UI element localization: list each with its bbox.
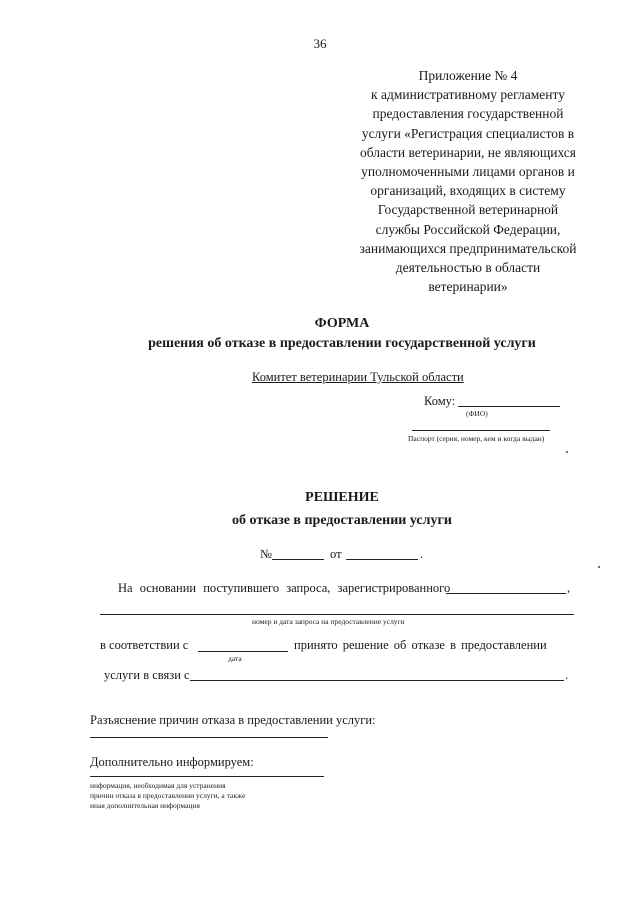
to-label: Кому:	[424, 394, 456, 408]
clarification-label: Разъяснение причин отказа в предоставлении услуги:	[90, 713, 376, 727]
appendix-line: Приложение № 4	[418, 68, 518, 83]
passport-hint: Паспорт (серия, номер, кем и когда выдан)	[408, 434, 545, 443]
page-number: 36	[313, 36, 327, 51]
additional-label: Дополнительно информируем:	[90, 755, 254, 769]
from-label: от	[330, 547, 342, 561]
appendix-line: Государственной ветеринарной	[377, 202, 559, 218]
basis-text: На основании поступившего запроса, зарегистрированного	[118, 581, 451, 595]
comma: ,	[567, 581, 571, 595]
registration-field[interactable]	[446, 593, 566, 594]
passport-field[interactable]	[412, 430, 550, 431]
additional-hint-line: причин отказа в предоставлении услуги, а также	[90, 791, 246, 800]
appendix-line: службы Российской Федерации,	[375, 221, 561, 237]
appendix-line: деятельностью в области	[395, 260, 541, 276]
appendix-line: организаций, входящих в систему	[370, 183, 566, 199]
decision-title: РЕШЕНИЕ	[305, 490, 379, 505]
additional-hint-line: иная дополнительная информация	[90, 801, 200, 810]
decision-text: принято решение об отказе в предоставлении	[294, 638, 547, 652]
appendix-header	[318, 66, 618, 296]
additional-hint-line: информация, необходимая для устранения	[90, 781, 226, 790]
fio-hint: (ФИО)	[466, 409, 488, 418]
date-hint: дата	[228, 654, 242, 663]
request-field[interactable]	[100, 614, 574, 615]
period: .	[565, 668, 569, 682]
number-label: №	[260, 547, 272, 561]
appendix-line: ветеринарии»	[428, 279, 508, 295]
accordance-label: в соответствии с	[100, 638, 189, 652]
clarification-field[interactable]	[90, 737, 328, 738]
recipient-name-field[interactable]	[458, 406, 560, 407]
committee-name: Комитет ветеринарии Тульской области	[252, 370, 464, 384]
service-label: услуги в связи с	[104, 668, 190, 682]
appendix-line: занимающихся предпринимательской	[359, 240, 577, 256]
appendix-line: предоставления государственной	[372, 106, 564, 122]
appendix-line: услуги «Регистрация специалистов в	[361, 125, 575, 141]
additional-field[interactable]	[90, 776, 324, 777]
reason-field[interactable]	[190, 680, 564, 681]
decision-number-field[interactable]	[272, 559, 324, 560]
decision-date-field[interactable]	[346, 559, 418, 560]
period: .	[420, 547, 424, 561]
scan-dot	[566, 451, 568, 453]
form-subtitle: решения об отказе в предоставлении государственной услуги	[148, 336, 536, 351]
request-hint: номер и дата запроса на предоставление услуги	[252, 617, 405, 626]
accordance-date-field[interactable]	[198, 651, 288, 652]
scan-dot	[598, 566, 600, 568]
appendix-line: уполномоченными лицами органов и	[361, 164, 575, 180]
decision-subtitle: об отказе в предоставлении услуги	[232, 513, 452, 528]
appendix-line: области ветеринарии, не являющихся	[359, 144, 577, 160]
form-title: ФОРМА	[314, 316, 370, 331]
appendix-line: к административному регламенту	[371, 87, 565, 103]
